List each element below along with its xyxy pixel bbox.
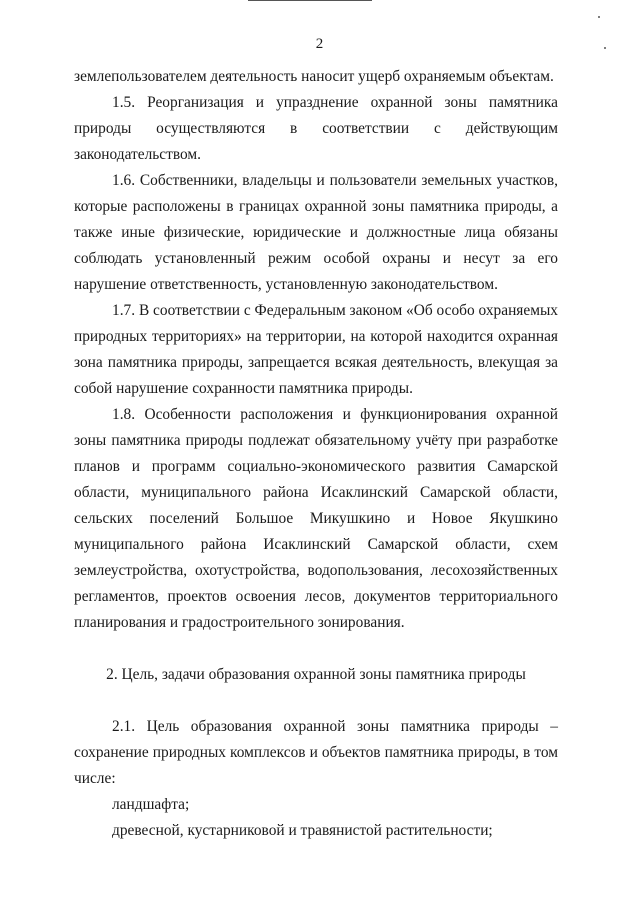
paragraph-2-1: 2.1. Цель образования охранной зоны памятника природы – сохранение природных комплексов и объектов памятника природы, в том числе: <box>74 718 558 787</box>
paragraph-continuation: землепользователем деятельность наносит ущерб охраняемым объектам. <box>74 68 554 85</box>
paragraph-1-5: 1.5. Реорганизация и упразднение охранной зоны памятника природы осуществляются в соответствии с действующим законодательством. <box>74 94 558 163</box>
paragraph-1-7: 1.7. В соответствии с Федеральным законом «Об особо охраняемых природных территориях» на территории, на которой находится охранная зона памятника природы, запрещается всякая деятельность, влекущая за собой нарушение сохранности памятника природы. <box>74 302 558 397</box>
paragraph-1-8: 1.8. Особенности расположения и функционирования охранной зоны памятника природы подлежат обязательному учёту при разработке планов и программ социально-экономического развития Самарской области, муниципального района Исаклинский Самарской области, сельских поселений Большое Микушкино и Новое Якушкино муниципального района Исаклинский Самарской области, схем землеустройства, охотустройства, водопользования, лесохозяйственных регламентов, проектов освоения лесов, документов территориального планирования и градостроительного зонирования. <box>74 406 558 631</box>
document-body <box>74 64 558 844</box>
list-item-landscape: ландшафта; <box>112 796 190 813</box>
spacer <box>74 636 558 662</box>
spacer <box>74 688 558 714</box>
top-rule <box>248 0 372 1</box>
section-heading-2: 2. Цель, задачи образования охранной зоны памятника природы <box>106 666 526 683</box>
list-item-vegetation: древесной, кустарниковой и травянистой растительности; <box>112 822 493 839</box>
paragraph-1-6: 1.6. Собственники, владельцы и пользователи земельных участков, которые расположены в границах охранной зоны памятника природы, а также иные физические, юридические и должностные лица обязаны соблюдать установленный режим особой охраны и несут за его нарушение ответственность, установленную законодательством. <box>74 172 558 293</box>
scan-speck <box>598 16 600 18</box>
page-number: 2 <box>315 36 324 52</box>
